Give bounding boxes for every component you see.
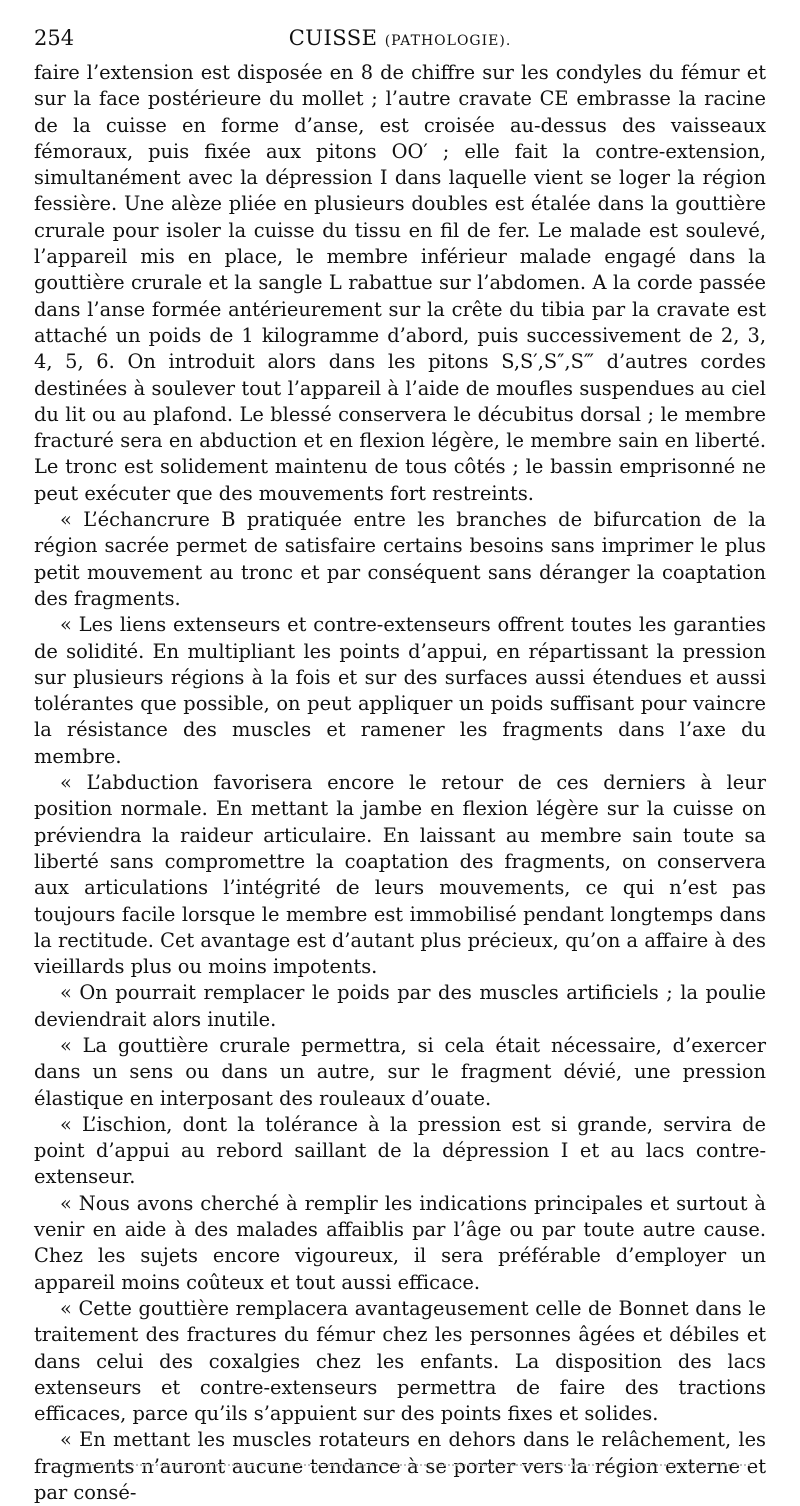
paragraph: « Cette gouttière remplacera avantageusement celle de Bonnet dans le traitement des fractures du fémur chez les personnes âgées et débiles et dans celui des coxalgies chez les enfants. La disposition des lacs extenseurs et contre-extenseurs permettra de faire des tractions efficaces, parce qu’ils s’appuient sur des points fixes et solides.: [34, 1296, 766, 1426]
bleed-through-line: [60, 1464, 750, 1469]
paragraph: « La gouttière crurale permettra, si cela était nécessaire, d’exercer dans un sens ou dans un autre, sur le fragment dévié, une pression élastique en interposant des rouleaux d’ouate.: [34, 1033, 766, 1110]
paragraph: « L’échancrure B pratiquée entre les branches de bifurcation de la région sacrée permet de satisfaire certains besoins sans imprimer le plus petit mouvement au tronc et par conséquent sans déranger la coaptation des fragments.: [34, 508, 766, 610]
paragraph: « L’ischion, dont la tolérance à la pression est si grande, servira de point d’appui au rebord saillant de la dépression I et au lacs contre-extenseur.: [34, 1112, 766, 1189]
running-header: [34, 26, 766, 60]
paragraph: « Les liens extenseurs et contre-extenseurs offrent toutes les garanties de solidité. En multipliant les points d’appui, en répartissant la pression sur plusieurs régions à la fois et sur des surfaces aussi étendues et aussi tolérantes que possible, on peut appliquer un poids suffisant pour vaincre la résistance des muscles et ramener les fragments dans l’axe du membre.: [34, 613, 766, 768]
paragraph: « On pourrait remplacer le poids par des muscles artificiels ; la poulie deviendrait alors inutile.: [34, 981, 766, 1031]
paragraph: « L’abduction favorisera encore le retour de ces derniers à leur position normale. En mettant la jambe en flexion légère sur la cuisse on préviendra la raideur articulaire. En laissant au membre sain toute sa liberté sans compromettre la coaptation des fragments, on conservera aux articulations l’intégrité de leurs mouvements, ce qui n’est pas toujours facile lorsque le membre est immobilisé pendant longtemps dans la rectitude. Cet avantage est d’autant plus précieux, qu’on a affaire à des vieillards plus ou moins impotents.: [34, 771, 766, 979]
running-title-sub: (PATHOLOGIE).: [384, 33, 512, 49]
paragraph-last: « En mettant les muscles rotateurs en dehors dans le relâchement, les fragments n’auront aucune tendance à se porter vers la région externe et par consé-: [34, 1428, 766, 1505]
running-title: [34, 26, 766, 50]
paragraph: « Nous avons cherché à remplir les indications principales et surtout à venir en aide à des malades affaiblis par l’âge ou par toute autre cause. Chez les sujets encore vigoureux, il sera préférable d’employer un appareil moins coûteux et tout aussi efficace.: [34, 1191, 766, 1294]
body-text: [34, 60, 766, 1506]
running-title-main: CUISSE: [288, 26, 378, 50]
paragraph-continuation: faire l’extension est disposée en 8 de chiffre sur les condyles du fémur et sur la face postérieure du mollet ; l’autre cravate CE embrasse la racine de la cuisse en forme d’anse, est croisée au-dessus des vaisseaux fémoraux, puis fixée aux pitons OO′ ; elle fait la contre-extension, simultanément avec la dépression I dans laquelle vient se loger la région fessière. Une alèze pliée en plusieurs doubles est étalée dans la gouttière crurale pour isoler la cuisse du tissu en fil de fer. Le malade est soulevé, l’appareil mis en place, le membre inférieur malade engagé dans la gouttière crurale et la sangle L rabattue sur l’abdomen. A la corde passée dans l’anse formée antérieurement sur la crête du tibia par la cravate est attaché un poids de 1 kilogramme d’abord, puis successivement de 2, 3, 4, 5, 6. On introduit alors dans les pitons S,S′,S″,S‴ d’autres cordes destinées à soulever tout l’appareil à l’aide de moufles suspendues au ciel du lit ou au plafond. Le blessé conservera le décubitus dorsal ; le membre fracturé sera en abduction et en flexion légère, le membre sain en liberté. Le tronc est solidement maintenu de tous côtés ; le bassin emprisonné ne peut exécuter que des mouvements fort restreints.: [34, 61, 766, 505]
page-number: 254: [34, 26, 75, 50]
